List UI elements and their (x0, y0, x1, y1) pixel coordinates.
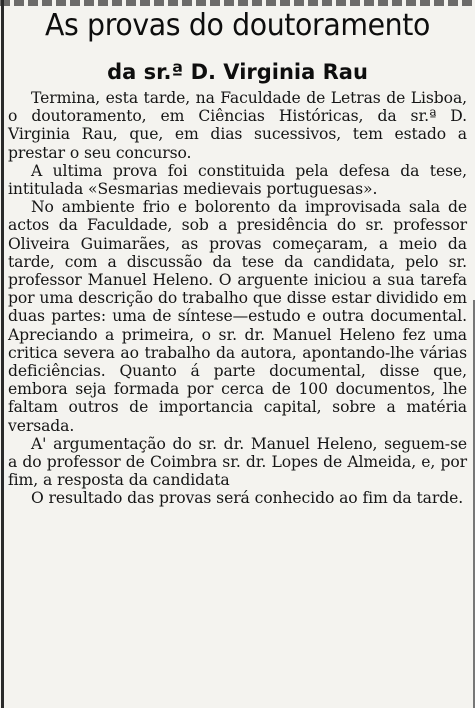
paragraph-discussion: No ambiente frio e bolorento da improvisada sala de actos da Faculdade, sob a presidência do sr. professor Oliveira Guimarães, as provas começaram, a meio da tarde, com a discussão da tese da candidata, pelo sr. professor Manuel Heleno. O arguente iniciou a sua tarefa por uma descrição do trabalho que disse estar dividido em duas partes: uma de síntese—estudo e outra documental. Apreciando a primeira, o sr. dr. Manuel Heleno fez uma critica severa ao trabalho da autora, apontando-lhe várias deficiências. Quanto á parte documental, disse que, embora seja formada por cerca de 100 documentos, lhe faltam outros de importancia capital, sobre a matéria versada. (8, 198, 467, 435)
headline: As provas do doutoramento (44, 8, 431, 43)
article-body (8, 89, 467, 508)
news-article (8, 6, 467, 508)
paragraph-second-examiner: A' argumentação do sr. dr. Manuel Heleno, seguem-se a do professor de Coimbra sr. dr. Lopes de Almeida, e, por fim, a resposta da candidata (8, 434, 467, 490)
subheadline: da sr.ª D. Virginia Rau (107, 60, 368, 84)
paragraph-thesis: A ultima prova foi constituida pela defesa da tese, intitulada «Sesmarias medievais portuguesas». (8, 161, 467, 199)
paragraph-result: O resultado das provas será conhecido ao fim da tarde. (31, 489, 464, 508)
left-column-rule (1, 0, 4, 708)
paragraph-intro: Termina, esta tarde, na Faculdade de Letras de Lisboa, o doutoramento, em Ciências Históricas, da sr.ª D. Virginia Rau, que, em dias sucessivos, tem estado a prestar o seu concurso. (8, 89, 467, 162)
